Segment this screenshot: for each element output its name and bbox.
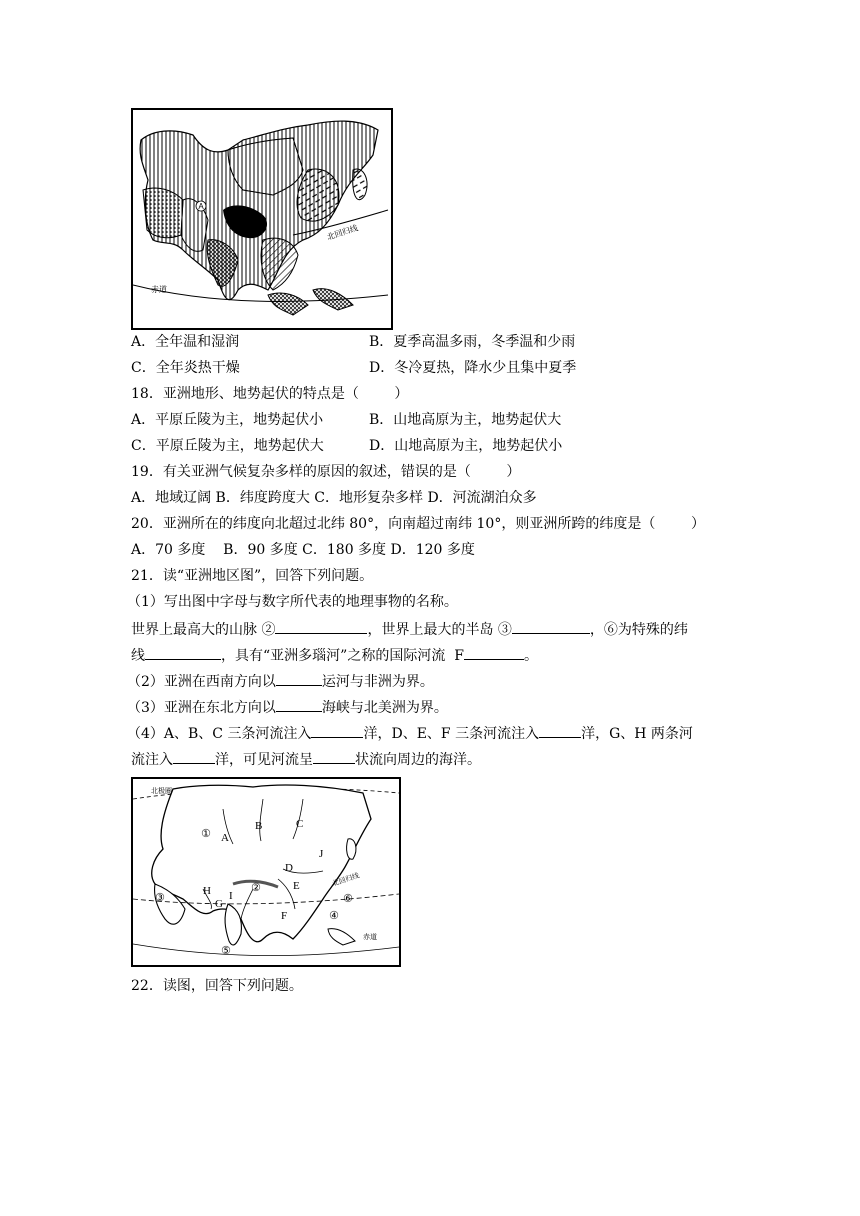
map1-label-a: A [198,202,204,211]
asia-climate-map [131,108,393,330]
q18-option-d: D．山地高原为主，地势起伏小 [369,438,563,454]
q20-stem: 20．亚洲所在的纬度向北超过北纬 80°，向南超过南纬 10°，则亚洲所跨的纬度是（ ） [131,516,705,532]
answer-blank[interactable] [275,619,367,634]
q18-option-a: A．平原丘陵为主，地势起伏小 [131,412,324,428]
q21-part2: （2）亚洲在西南方向以 运河与非洲为界。 [127,671,434,691]
asia-region-map [131,777,401,967]
answer-blank[interactable] [313,749,355,764]
map2-circled-4: ④ [329,909,339,922]
map2-label-c: C [296,818,304,830]
map2-circled-3: ③ [155,891,165,904]
answer-blank[interactable] [145,645,221,660]
map1-tropic-label: 北回归线 [325,223,360,242]
q17-option-b: B．夏季高温多雨，冬季温和少雨 [369,334,576,350]
q20-options: A．70 多度 B．90 多度 C．180 多度 D．120 多度 [131,542,475,558]
answer-blank[interactable] [512,619,590,634]
asia-region-map-graphic [133,779,399,965]
map2-tropic-label: 北回归线 [331,872,361,888]
q19-options: A．地域辽阔 B．纬度跨度大 C．地形复杂多样 D．河流湖泊众多 [131,490,537,506]
map2-label-d: D [285,862,293,874]
map1-equator-label: 赤道 [151,285,167,294]
q21-part1: （1）写出图中字母与数字所代表的地理事物的名称。 [127,594,458,610]
map2-label-f: F [281,910,288,922]
answer-blank[interactable] [276,671,322,686]
map2-circled-5: ⑤ [221,944,231,957]
map2-label-a: A [221,832,229,844]
map2-label-j: J [319,848,324,860]
q21-stem: 21．读“亚洲地区图”，回答下列问题。 [131,568,374,584]
answer-blank[interactable] [539,723,581,738]
map2-label-h: H [203,885,211,897]
answer-blank[interactable] [464,645,524,660]
q22-stem: 22．读图，回答下列问题。 [131,978,303,994]
q18-option-b: B．山地高原为主，地势起伏大 [369,412,562,428]
asia-climate-map-graphic [133,110,391,328]
map2-circled-1: ① [201,827,211,840]
answer-blank[interactable] [173,749,215,764]
q18-option-c: C．平原丘陵为主，地势起伏大 [131,438,324,454]
q21-part1-line2: 线 ，具有“亚洲多瑙河”之称的国际河流 F 。 [131,645,538,665]
q21-part4-line1: （4）A、B、C 三条河流注入 洋，D、E、F 三条河流注入 洋，G、H 两条河 [127,723,693,743]
map2-arctic-label: 北极圈 [151,788,172,795]
q21-part3: （3）亚洲在东北方向以 海峡与北美洲为界。 [127,697,448,717]
q17-option-c: C．全年炎热干燥 [131,360,240,376]
map2-equator-label: 赤道 [363,934,377,941]
map2-label-g: G [215,898,223,910]
map2-circled-2: ② [251,881,261,894]
answer-blank[interactable] [311,723,363,738]
answer-blank[interactable] [276,697,322,712]
q17-option-d: D．冬冷夏热，降水少且集中夏季 [369,360,577,376]
q21-part4-line2: 流注入 洋，可见河流呈 状流向周边的海洋。 [131,749,481,769]
map2-label-b: B [255,820,263,832]
map2-circled-6: ⑥ [343,892,353,905]
q18-stem: 18．亚洲地形、地势起伏的特点是（ ） [131,386,409,402]
map2-label-e: E [293,880,300,892]
q17-option-a: A．全年温和湿润 [131,334,240,350]
q21-part1-line1: 世界上最高大的山脉 ② ，世界上最大的半岛 ③ ，⑥为特殊的纬 [131,619,688,639]
q19-stem: 19．有关亚洲气候复杂多样的原因的叙述，错误的是（ ） [131,464,521,480]
map2-label-i: I [229,890,233,902]
